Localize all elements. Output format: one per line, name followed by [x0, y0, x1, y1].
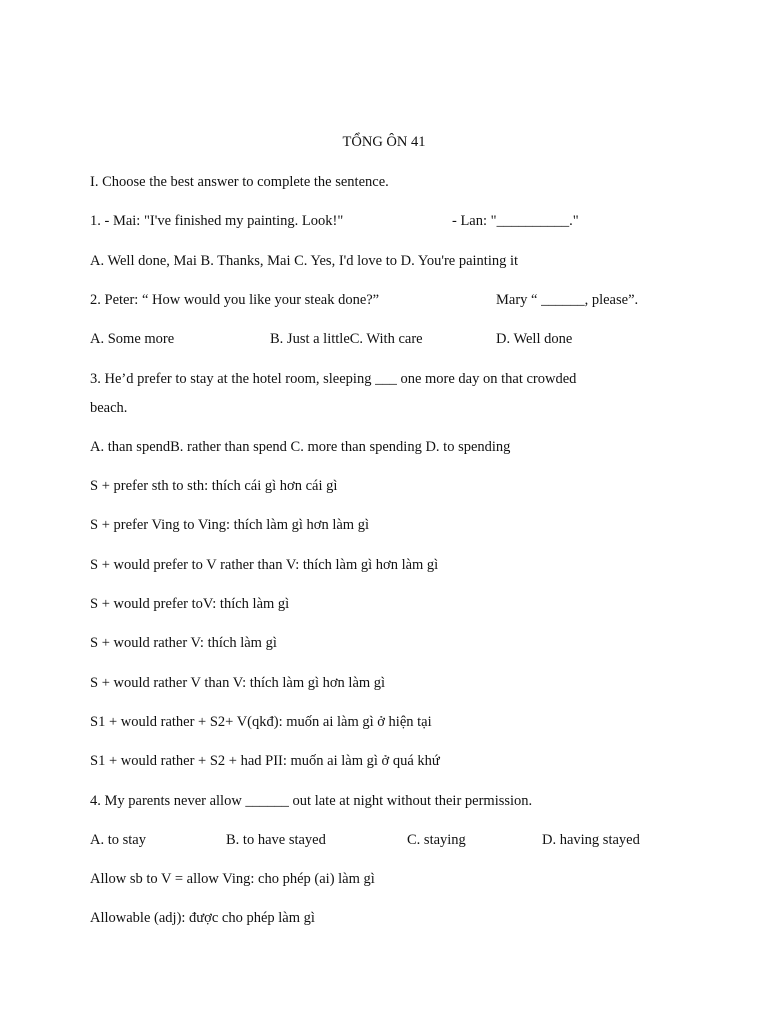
note-line: S + would rather V: thích làm gì: [90, 635, 277, 651]
q4-option-b: B. to have stayed: [226, 832, 326, 848]
q4-option-c: C. staying: [407, 832, 466, 848]
q4-prompt: 4. My parents never allow ______ out late at night without their permission.: [90, 793, 533, 809]
note-line: S1 + would rather + S2 + had PII: muốn ai làm gì ở quá khứ: [90, 753, 440, 769]
note-line: S + prefer sth to sth: thích cái gì hơn cái gì: [90, 478, 338, 494]
q1-prompt-left: 1. - Mai: "I've finished my painting. Look!": [90, 213, 344, 229]
section-heading: I. Choose the best answer to complete the sentence.: [90, 174, 389, 190]
q2-prompt-left: 2. Peter: “ How would you like your steak done?”: [90, 292, 380, 308]
q2-prompt-right: Mary “ ______, please”.: [496, 292, 639, 308]
q2-option-d: D. Well done: [496, 331, 573, 347]
note-line: S + would rather V than V: thích làm gì hơn làm gì: [90, 675, 386, 691]
note-line: Allowable (adj): được cho phép làm gì: [90, 910, 315, 926]
q3-options: A. than spendB. rather than spend C. more than spending D. to spending: [90, 439, 511, 455]
q4-option-a: A. to stay: [90, 832, 146, 848]
q3-prompt-line2: beach.: [90, 400, 128, 416]
page-title: TỔNG ÔN 41: [342, 134, 426, 150]
note-line: S + would prefer to V rather than V: thích làm gì hơn làm gì: [90, 557, 439, 573]
q3-prompt-line1: 3. He’d prefer to stay at the hotel room, sleeping ___ one more day on that crowded: [90, 371, 577, 387]
note-line: S + would prefer toV: thích làm gì: [90, 596, 290, 612]
q2-option-bc: B. Just a littleC. With care: [270, 331, 423, 347]
q4-option-d: D. having stayed: [542, 832, 640, 848]
q1-prompt-right: - Lan: "__________.": [452, 213, 579, 229]
note-line: Allow sb to V = allow Ving: cho phép (ai) làm gì: [90, 871, 375, 887]
q2-option-a: A. Some more: [90, 331, 175, 347]
q1-options: A. Well done, Mai B. Thanks, Mai C. Yes, I'd love to D. You're painting it: [90, 253, 519, 269]
note-line: S1 + would rather + S2+ V(qkđ): muốn ai làm gì ở hiện tại: [90, 714, 432, 730]
note-line: S + prefer Ving to Ving: thích làm gì hơn làm gì: [90, 517, 369, 533]
